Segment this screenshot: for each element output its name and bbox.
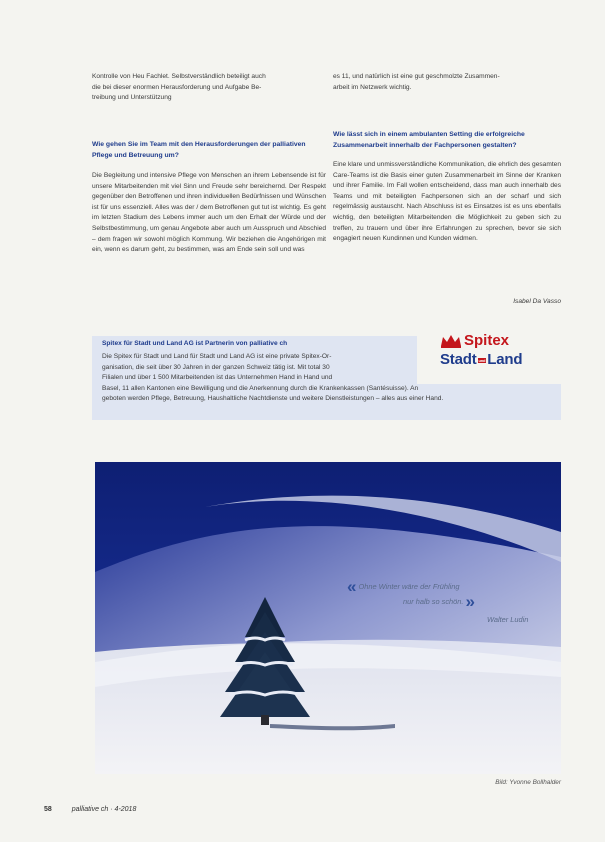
partner-line: Basel, 11 allen Kantonen eine Bewilligung und die Anerkennung durch die Krankenkassen (Santésuisse). An — [102, 384, 419, 392]
text-line: arbeit im Netzwerk wichtig. — [333, 83, 412, 91]
partner-line: ganisation, die seit über 30 Jahren in der ganzen Schweiz tätig ist. Mit total 30 — [102, 363, 330, 371]
left-column-continuation — [92, 72, 326, 104]
page-number: 58 — [44, 806, 52, 813]
photo-caption: Bild: Yvonne Bollhalder — [495, 779, 561, 786]
text-line: es 11, und natürlich ist eine gut geschmolzte Zusammen- — [333, 73, 500, 80]
partner-line: Die Spitex für Stadt und Land für Stadt und Land AG ist eine private Spitex-Or- — [102, 353, 332, 360]
logo-word-stadt-land — [440, 351, 522, 368]
quote-text: Ohne Winter wäre der Frühling — [358, 582, 460, 591]
page-footer — [44, 806, 136, 813]
quote-line-2 — [403, 592, 475, 612]
author-name: Isabel Da Vasso — [513, 298, 561, 305]
answer-right — [333, 160, 561, 245]
logo-connector: und — [478, 357, 486, 363]
text-line: die bei dieser enormen Herausforderung und Aufgabe Be- — [92, 83, 262, 91]
logo-word-spitex: Spitex — [464, 332, 510, 349]
right-column-continuation — [333, 72, 561, 93]
quote-text: nur halb so schön. — [403, 597, 464, 606]
answer-text: Die Begleitung und intensive Pflege von Menschen an ihrem Lebensende ist für unsere Mitarbeitenden mit viel Sinn und Freude sehr bereichernd. Der Respekt gegenüber den Betroffenen und ihren individuellen Bedürfnissen und Wünschen ist für uns essenziell. Alles was der / dem Betroffenen gut tut ist wichtig. Es geht im letzten Stadium des Lebens immer auch um den Erhalt der Würde und der Selbstbestimmung, um genau Angebote aber auch um Ausspruch und Abschied – dem fragen wir sowohl möglich Kommung. Wir beziehen die Angehörigen mit ein, wenn es darum geht, zu bestimmen, was am Ende sein soll und was — [92, 172, 326, 254]
question-heading-right: Wie lässt sich in einem ambulanten Setting die erfolgreiche Zusammenarbeit innerhalb der Fachpersonen gestalten? — [333, 131, 525, 149]
quote-open-mark: « — [347, 577, 357, 596]
text-line: Kontrolle von Heu Fachlet. Selbstverständlich beteiligt auch — [92, 73, 266, 80]
quote-close-mark: » — [465, 592, 475, 611]
crown-icon — [440, 334, 462, 348]
text-line: treibung und Unterstützung — [92, 94, 172, 102]
logo-word-land: Land — [487, 351, 523, 368]
answer-text: Eine klare und unmissverständliche Kommunikation, die ehrlich des gesamten Care-Teams ist die Basis einer guten Zusammenarbeit im Sinne der Kranken und ihrer Familie. Im Fall wollen entscheidend, dass man auch innerhalb des Teams und mit beteiligten Fachpersonen sich an der scharf und sich regelmässig austauscht. Nach Abschluss ist es Einsatzes ist es uns ebenfalls wichtig, den beteiligten Mitarbeitenden die Möglichkeit zu geben sich zu treffen, zu trauern und über ihre Erfahrungen zu sprechen, bevor sie sich engagiert neuen Kundinnen und Kunden widmen. — [333, 161, 561, 243]
partner-line: geboten werden Pflege, Betreuung, Haushaltliche Nachtdienste und weitere Dienstleistungen – alles aus einer Hand. — [102, 395, 444, 403]
magazine-name: palliative ch · 4-2018 — [71, 806, 137, 813]
partner-line: Filialen und über 1 500 Mitarbeitenden ist das Unternehmen Hand in Hand und — [102, 374, 333, 382]
spitex-logo — [440, 330, 560, 370]
question-heading-left: Wie gehen Sie im Team mit den Herausforderungen der palliativen Pflege und Betreuung um? — [92, 141, 306, 159]
answer-left — [92, 171, 326, 256]
quote-attribution: Walter Ludin — [487, 615, 529, 624]
logo-word-stadt: Stadt — [440, 351, 477, 368]
partner-heading: Spitex für Stadt und Land AG ist Partnerin von palliative ch — [102, 340, 288, 347]
